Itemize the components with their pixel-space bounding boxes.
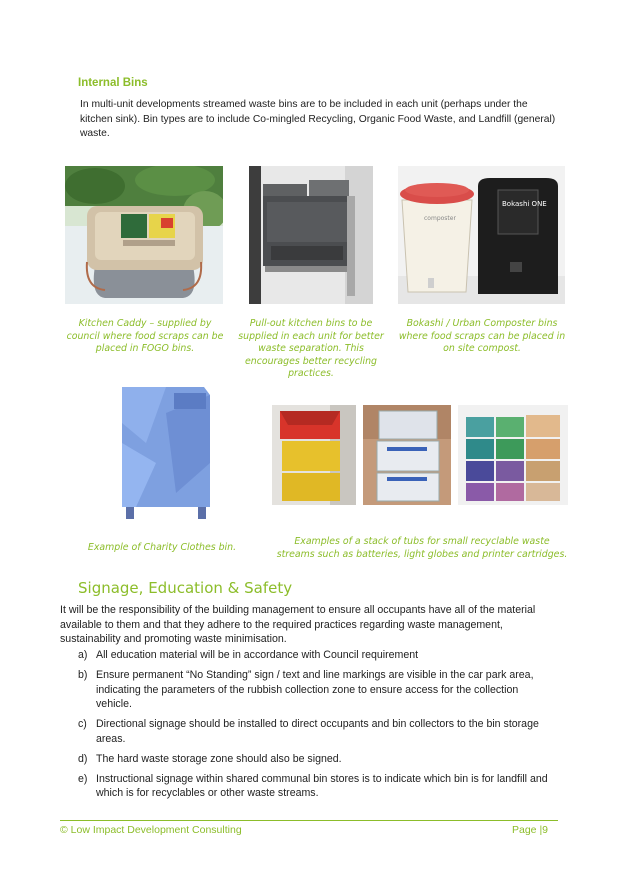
footer-divider (60, 820, 558, 821)
pullout-bins-photo (249, 166, 373, 304)
signage-paragraph: It will be the responsibility of the building management to ensure all occupants have all of the material available to them and that they adhere to the required practices regarding waste management, sustainability and promoting waste minimisation. (60, 604, 536, 645)
list-item (78, 752, 548, 767)
pullout-bins-caption: Pull-out kitchen bins to be supplied in each unit for better waste separation. This encourages better recycling practices. (238, 318, 384, 379)
list-item-text: Instructional signage within shared communal bin stores is to indicate which bin is for landfill and which is for recyclables or other waste streams. (96, 772, 548, 799)
page-number: Page |9 (512, 824, 549, 836)
composter-brand-label: Bokashi ONE (502, 200, 547, 208)
list-item-text: The hard waste storage zone should also be signed. (96, 752, 342, 765)
list-marker: a) (78, 649, 88, 661)
internal-bins-intro: In multi-unit developments streamed waste bins are to be included in each unit (perhaps under the kitchen sink). Bin types are to include Co-mingled Recycling, Organic Food Waste, and Landfill (general) waste. (80, 99, 556, 139)
kitchen-caddy-photo (65, 166, 223, 304)
tubs-caption: Examples of a stack of tubs for small recyclable waste streams such as batteries, light globes and printer cartridges. (276, 536, 568, 560)
list-item-text: Ensure permanent “No Standing” sign / text and line markings are visible in the car park area, indicating the parameters of the rubbish collection zone to ensure access for the collection vehicle. (96, 669, 534, 710)
list-item (78, 772, 548, 801)
signage-list (78, 648, 548, 806)
list-item (78, 668, 548, 712)
stacked-tubs-photo-3 (458, 405, 568, 505)
stacked-tubs-photo-1 (272, 405, 356, 505)
list-item-text: All education material will be in accordance with Council requirement (96, 649, 419, 661)
list-item-text: Directional signage should be installed to direct occupants and bin collectors to the bin storage areas. (96, 718, 539, 745)
list-marker: e) (78, 772, 88, 785)
list-item (78, 717, 548, 746)
charity-bin-caption: Example of Charity Clothes bin. (87, 542, 237, 553)
list-marker: c) (78, 718, 87, 730)
charity-bin-photo (116, 383, 216, 521)
bokashi-composter-photo (398, 166, 565, 304)
svg-text:composter: composter (424, 215, 456, 222)
list-marker: b) (78, 669, 88, 681)
internal-bins-heading: Internal Bins (78, 77, 148, 89)
stacked-tubs-photo-2 (363, 405, 451, 505)
signage-heading: Signage, Education & Safety (78, 579, 293, 597)
list-item (78, 648, 548, 663)
bokashi-caption: Bokashi / Urban Composter bins where food scraps can be placed in on site compost. (398, 318, 566, 354)
footer-copyright: © Low Impact Development Consulting (60, 824, 242, 836)
kitchen-caddy-caption: Kitchen Caddy – supplied by council where food scraps can be placed in FOGO bins. (66, 318, 224, 354)
list-marker: d) (78, 752, 88, 765)
